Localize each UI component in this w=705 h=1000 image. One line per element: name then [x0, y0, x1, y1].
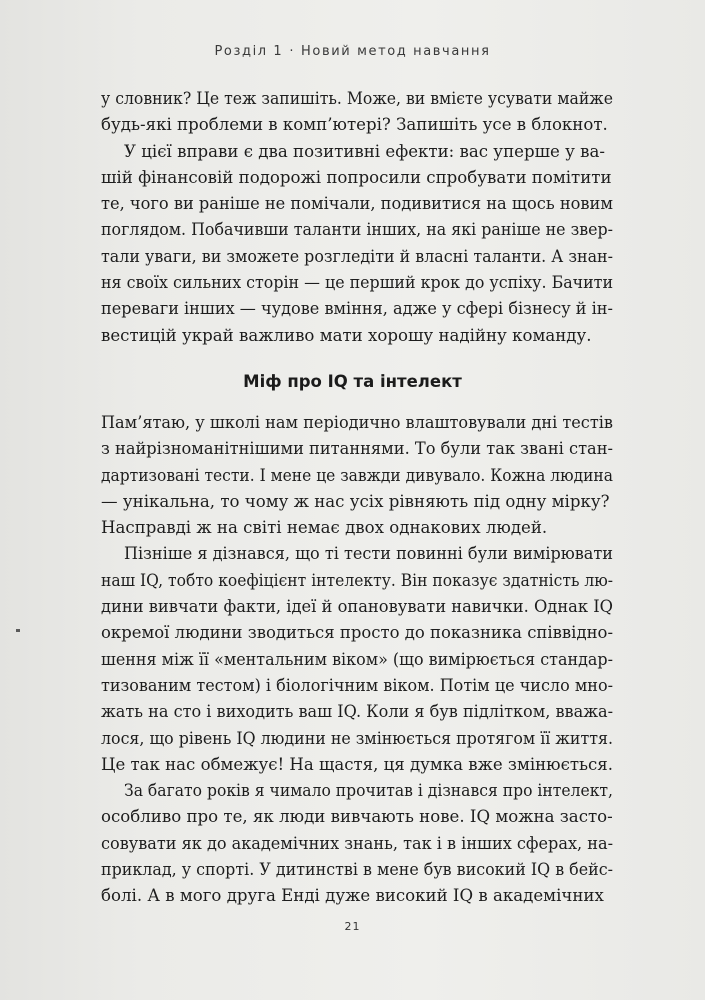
text-line: тизованим тестом) і біологічним віком. Потім це число мно-	[101, 675, 613, 695]
text-block-bottom	[101, 410, 613, 910]
text-line: будь-які проблеми в комп’ютері? Запишіть усе в блокнот.	[101, 115, 608, 135]
text-line: дини вивчати факти, ідеї й опановувати навички. Однак IQ	[101, 597, 614, 617]
text-line: За багато років я чимало прочитав і дізнався про інтелект,	[124, 781, 613, 801]
text-line: шення між її «ментальним віком» (що вимірюється стандар-	[101, 649, 613, 669]
section-heading: Міф про IQ та інтелект	[243, 372, 462, 391]
header-chapter: Розділ 1	[214, 44, 284, 59]
text-line: дартизовані тести. І мене це завжди дивувало. Кожна людина	[101, 465, 613, 485]
text-line: — унікальна, то чому ж нас усіх рівняють під одну мірку?	[101, 491, 610, 511]
text-line: поглядом. Побачивши таланти інших, на які раніше не звер-	[101, 220, 613, 240]
text-line: Пам’ятаю, у школі нам періодично влаштовували дні тестів	[101, 413, 613, 432]
text-line: Насправді ж на світі немає двох однакових людей.	[101, 518, 548, 538]
text-line: жать на сто і виходить ваш IQ. Коли я був підлітком, вважа-	[101, 702, 614, 722]
text-line: з найрізноманітнішими питаннями. То були так звані стан-	[101, 439, 614, 459]
text-block-top	[101, 86, 613, 349]
text-line: совувати як до академічних знань, так і в інших сферах, на-	[101, 833, 614, 853]
text-line: болі. А в мого друга Енді дуже високий IQ в академічних	[101, 886, 604, 906]
header-separator: ·	[289, 44, 296, 59]
text-line: наш IQ, тобто коефіцієнт інтелекту. Він показує здатність лю-	[101, 570, 614, 590]
header-title: Новий метод навчання	[301, 44, 491, 59]
margin-mark	[16, 629, 20, 632]
text-line: вестицій украй важливо мати хорошу надійну команду.	[101, 325, 592, 345]
page-number: 21	[344, 920, 361, 933]
text-line: те, чого ви раніше не помічали, подивитися на щось новим	[101, 194, 613, 214]
text-line: особливо про те, як люди вивчають нове. IQ можна засто-	[101, 807, 613, 827]
text-line: У цієї вправи є два позитивні ефекти: вас уперше у ва-	[124, 141, 605, 161]
text-line: Пізніше я дізнався, що ті тести повинні були вимірювати	[124, 544, 614, 564]
text-line: приклад, у спорті. У дитинстві в мене був високий IQ в бейс-	[101, 860, 614, 880]
text-line: Це так нас обмежує! На щастя, ця думка вже змінюється.	[101, 754, 614, 774]
text-line: тали уваги, ви зможете розгледіти й власні таланти. А знан-	[101, 246, 614, 266]
text-line: ня своїх сильних сторін — це перший крок до успіху. Бачити	[101, 273, 614, 293]
text-line: переваги інших — чудове вміння, адже у сфері бізнесу й ін-	[101, 299, 613, 319]
text-line: шій фінансовій подорожі попросили спробувати помітити	[101, 167, 612, 187]
text-line: у словник? Це теж запишіть. Може, ви вмієте усувати майже	[101, 89, 613, 108]
running-header	[0, 44, 705, 59]
text-line: лося, що рівень IQ людини не змінюється протягом її життя.	[101, 728, 613, 748]
text-line: окремої людини зводиться просто до показника співвідно-	[101, 623, 614, 643]
